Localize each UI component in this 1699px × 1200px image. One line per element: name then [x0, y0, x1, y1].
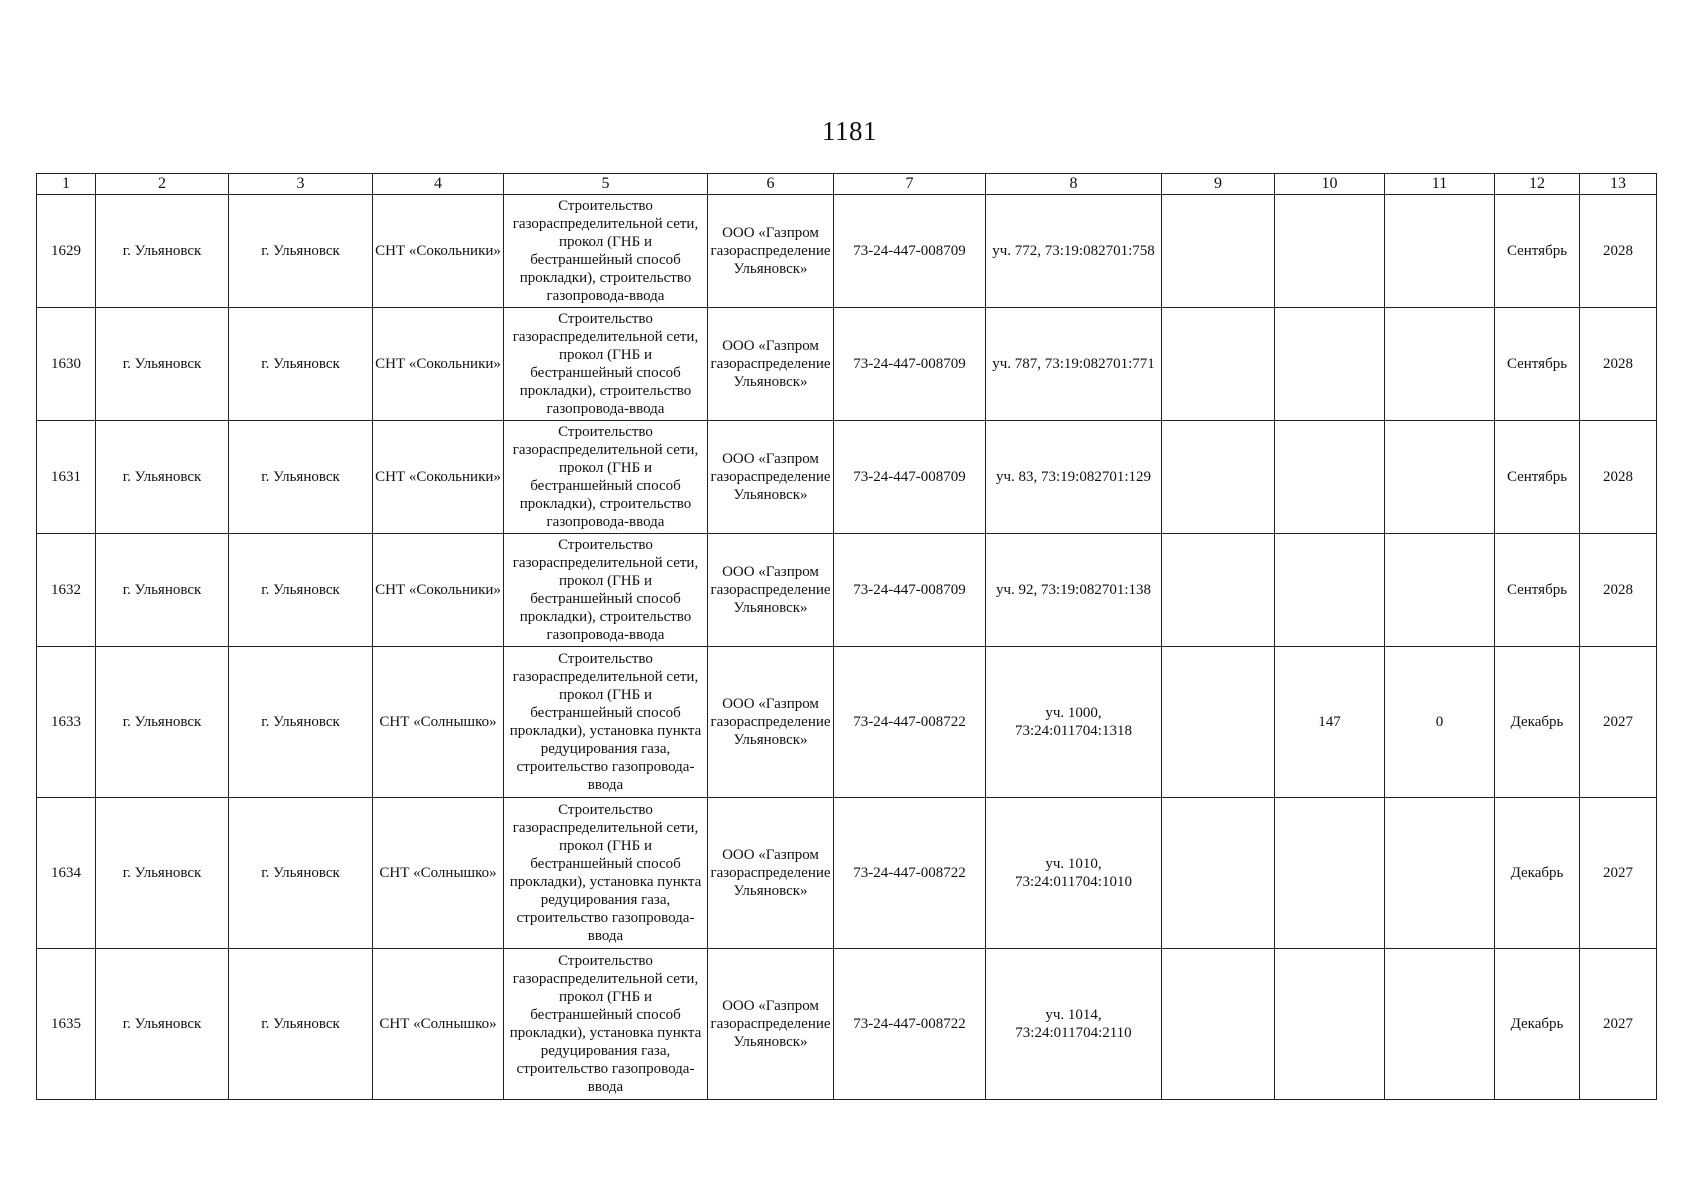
- year-cell: 2027: [1580, 798, 1657, 949]
- header-cell: 5: [504, 174, 708, 195]
- cadastral-cell: уч. 787, 73:19:082701:771: [986, 308, 1162, 421]
- row-number: 1632: [37, 534, 96, 647]
- month-cell: Сентябрь: [1495, 308, 1580, 421]
- works-description-cell: Строительство газораспределительной сети, прокол (ГНБ и бестраншейный способ прокладки), строительство газопровода-ввода: [504, 421, 708, 534]
- municipality-cell: г. Ульяновск: [96, 647, 229, 798]
- settlement-cell: г. Ульяновск: [229, 949, 373, 1100]
- location-cell: СНТ «Сокольники»: [373, 308, 504, 421]
- col11-cell: [1385, 798, 1495, 949]
- registry-number-cell: 73-24-447-008709: [834, 308, 986, 421]
- year-cell: 2027: [1580, 647, 1657, 798]
- registry-number-cell: 73-24-447-008722: [834, 949, 986, 1100]
- organization-cell: ООО «Газпром газораспределение Ульяновск»: [708, 647, 834, 798]
- header-cell: 1: [37, 174, 96, 195]
- month-cell: Сентябрь: [1495, 534, 1580, 647]
- location-cell: СНТ «Солнышко»: [373, 798, 504, 949]
- organization-cell: ООО «Газпром газораспределение Ульяновск»: [708, 308, 834, 421]
- row-number: 1634: [37, 798, 96, 949]
- col10-cell: [1275, 421, 1385, 534]
- header-cell: 8: [986, 174, 1162, 195]
- registry-number-cell: 73-24-447-008709: [834, 534, 986, 647]
- settlement-cell: г. Ульяновск: [229, 421, 373, 534]
- organization-cell: ООО «Газпром газораспределение Ульяновск»: [708, 798, 834, 949]
- col9-cell: [1162, 308, 1275, 421]
- settlement-cell: г. Ульяновск: [229, 534, 373, 647]
- table-row: [37, 195, 1657, 308]
- registry-number-cell: 73-24-447-008709: [834, 195, 986, 308]
- year-cell: 2028: [1580, 195, 1657, 308]
- works-description-cell: Строительство газораспределительной сети, прокол (ГНБ и бестраншейный способ прокладки), установка пункта редуцирования газа, строительство газопровода-ввода: [504, 647, 708, 798]
- col9-cell: [1162, 949, 1275, 1100]
- cadastral-cell: уч. 1014, 73:24:011704:2110: [986, 949, 1162, 1100]
- row-number: 1629: [37, 195, 96, 308]
- year-cell: 2028: [1580, 421, 1657, 534]
- year-cell: 2028: [1580, 308, 1657, 421]
- col10-cell: [1275, 798, 1385, 949]
- works-description-cell: Строительство газораспределительной сети, прокол (ГНБ и бестраншейный способ прокладки), строительство газопровода-ввода: [504, 308, 708, 421]
- page-number: 1181: [822, 116, 877, 146]
- settlement-cell: г. Ульяновск: [229, 308, 373, 421]
- registry-number-cell: 73-24-447-008722: [834, 647, 986, 798]
- row-number: 1635: [37, 949, 96, 1100]
- table-row: [37, 308, 1657, 421]
- works-description-cell: Строительство газораспределительной сети, прокол (ГНБ и бестраншейный способ прокладки), строительство газопровода-ввода: [504, 534, 708, 647]
- municipality-cell: г. Ульяновск: [96, 308, 229, 421]
- organization-cell: ООО «Газпром газораспределение Ульяновск»: [708, 421, 834, 534]
- cadastral-cell: уч. 83, 73:19:082701:129: [986, 421, 1162, 534]
- header-cell: 3: [229, 174, 373, 195]
- header-cell: 10: [1275, 174, 1385, 195]
- municipality-cell: г. Ульяновск: [96, 798, 229, 949]
- municipality-cell: г. Ульяновск: [96, 949, 229, 1100]
- header-cell: 6: [708, 174, 834, 195]
- works-description-cell: Строительство газораспределительной сети, прокол (ГНБ и бестраншейный способ прокладки), строительство газопровода-ввода: [504, 195, 708, 308]
- organization-cell: ООО «Газпром газораспределение Ульяновск»: [708, 195, 834, 308]
- col10-cell: [1275, 949, 1385, 1100]
- registry-number-cell: 73-24-447-008709: [834, 421, 986, 534]
- col10-cell: [1275, 308, 1385, 421]
- col10-cell: [1275, 534, 1385, 647]
- cadastral-cell: уч. 1010, 73:24:011704:1010: [986, 798, 1162, 949]
- organization-cell: ООО «Газпром газораспределение Ульяновск»: [708, 949, 834, 1100]
- registry-number-cell: 73-24-447-008722: [834, 798, 986, 949]
- header-cell: 13: [1580, 174, 1657, 195]
- cadastral-cell: уч. 1000, 73:24:011704:1318: [986, 647, 1162, 798]
- cadastral-cell: уч. 772, 73:19:082701:758: [986, 195, 1162, 308]
- col9-cell: [1162, 421, 1275, 534]
- works-description-cell: Строительство газораспределительной сети, прокол (ГНБ и бестраншейный способ прокладки), установка пункта редуцирования газа, строительство газопровода-ввода: [504, 949, 708, 1100]
- header-cell: 4: [373, 174, 504, 195]
- municipality-cell: г. Ульяновск: [96, 421, 229, 534]
- works-description-cell: Строительство газораспределительной сети, прокол (ГНБ и бестраншейный способ прокладки), установка пункта редуцирования газа, строительство газопровода-ввода: [504, 798, 708, 949]
- col11-cell: [1385, 534, 1495, 647]
- header-cell: 7: [834, 174, 986, 195]
- location-cell: СНТ «Сокольники»: [373, 534, 504, 647]
- settlement-cell: г. Ульяновск: [229, 647, 373, 798]
- data-table: [36, 173, 1657, 1100]
- municipality-cell: г. Ульяновск: [96, 195, 229, 308]
- col11-cell: [1385, 421, 1495, 534]
- year-cell: 2028: [1580, 534, 1657, 647]
- col10-cell: [1275, 195, 1385, 308]
- col9-cell: [1162, 647, 1275, 798]
- col11-cell: [1385, 308, 1495, 421]
- col10-cell: 147: [1275, 647, 1385, 798]
- organization-cell: ООО «Газпром газораспределение Ульяновск»: [708, 534, 834, 647]
- year-cell: 2027: [1580, 949, 1657, 1100]
- table-row: [37, 534, 1657, 647]
- header-row: [37, 174, 1657, 195]
- location-cell: СНТ «Сокольники»: [373, 195, 504, 308]
- col9-cell: [1162, 534, 1275, 647]
- month-cell: Декабрь: [1495, 647, 1580, 798]
- header-cell: 9: [1162, 174, 1275, 195]
- header-cell: 12: [1495, 174, 1580, 195]
- row-number: 1630: [37, 308, 96, 421]
- table-row: [37, 949, 1657, 1100]
- cadastral-cell: уч. 92, 73:19:082701:138: [986, 534, 1162, 647]
- table-row: [37, 798, 1657, 949]
- header-cell: 2: [96, 174, 229, 195]
- month-cell: Декабрь: [1495, 949, 1580, 1100]
- settlement-cell: г. Ульяновск: [229, 195, 373, 308]
- month-cell: Сентябрь: [1495, 195, 1580, 308]
- month-cell: Декабрь: [1495, 798, 1580, 949]
- table-row: [37, 647, 1657, 798]
- col11-cell: [1385, 195, 1495, 308]
- municipality-cell: г. Ульяновск: [96, 534, 229, 647]
- table-row: [37, 421, 1657, 534]
- row-number: 1631: [37, 421, 96, 534]
- location-cell: СНТ «Солнышко»: [373, 647, 504, 798]
- settlement-cell: г. Ульяновск: [229, 798, 373, 949]
- row-number: 1633: [37, 647, 96, 798]
- location-cell: СНТ «Сокольники»: [373, 421, 504, 534]
- col11-cell: 0: [1385, 647, 1495, 798]
- location-cell: СНТ «Солнышко»: [373, 949, 504, 1100]
- col9-cell: [1162, 195, 1275, 308]
- col11-cell: [1385, 949, 1495, 1100]
- month-cell: Сентябрь: [1495, 421, 1580, 534]
- col9-cell: [1162, 798, 1275, 949]
- header-cell: 11: [1385, 174, 1495, 195]
